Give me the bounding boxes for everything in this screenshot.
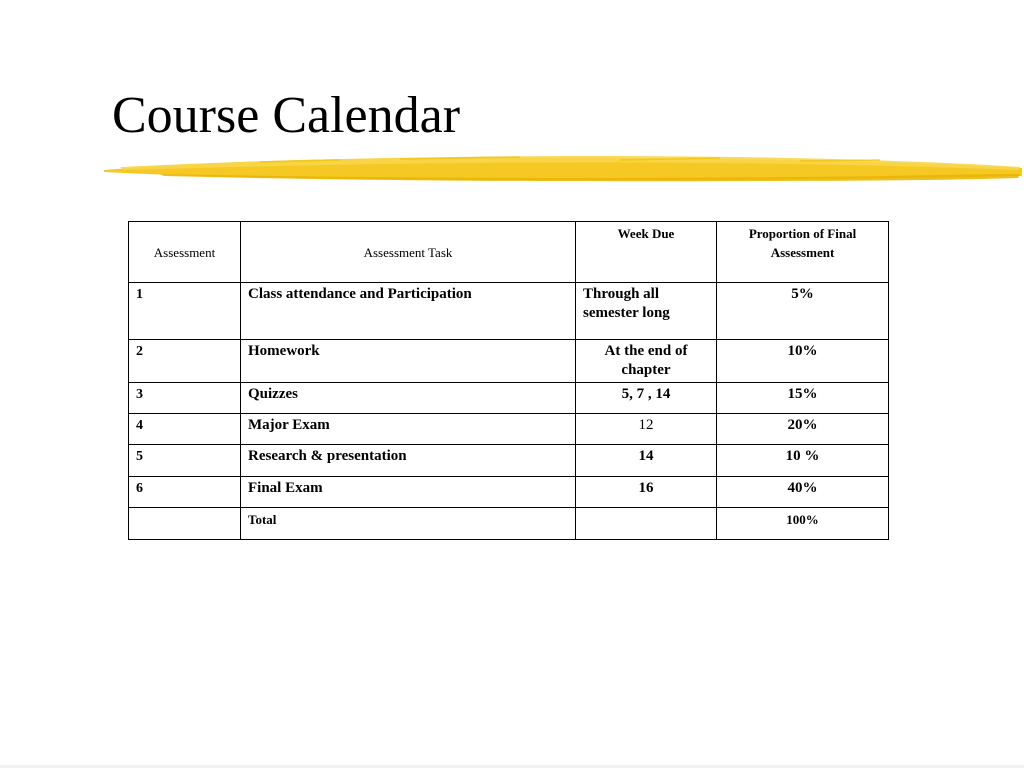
row-proportion: 20% [717,414,889,445]
row-task: Final Exam [241,477,576,508]
row-proportion: 40% [717,477,889,508]
row-proportion: 15% [717,383,889,414]
table-total-row [129,508,889,540]
row-task: Quizzes [241,383,576,414]
table-row [129,383,889,414]
total-label: Total [241,508,576,540]
row-week-due: Through all semester long [576,283,717,340]
total-empty-cell [129,508,241,540]
row-assessment-number: 2 [129,340,241,383]
row-task: Major Exam [241,414,576,445]
table-row [129,283,889,340]
row-week-due: 12 [576,414,717,445]
row-assessment-number: 6 [129,477,241,508]
row-assessment-number: 5 [129,445,241,477]
row-assessment-number: 3 [129,383,241,414]
row-task: Homework [241,340,576,383]
total-proportion: 100% [717,508,889,540]
course-calendar-table [128,221,889,540]
table-row [129,414,889,445]
total-week-empty-cell [576,508,717,540]
row-proportion: 5% [717,283,889,340]
table-row [129,477,889,508]
row-assessment-number: 1 [129,283,241,340]
header-assessment: Assessment [129,222,241,283]
row-assessment-number: 4 [129,414,241,445]
row-task: Class attendance and Participation [241,283,576,340]
row-task: Research & presentation [241,445,576,477]
row-week-due: 5, 7 , 14 [576,383,717,414]
header-proportion: Proportion of Final Assessment [717,222,889,283]
slide-title: Course Calendar [112,87,461,144]
yellow-brush-stroke-decoration [100,148,1024,188]
table-header-row [129,222,889,283]
header-week-due: Week Due [576,222,717,283]
row-proportion: 10% [717,340,889,383]
row-week-due: 16 [576,477,717,508]
header-assessment-task: Assessment Task [241,222,576,283]
row-week-due: 14 [576,445,717,477]
row-proportion: 10 % [717,445,889,477]
table-row [129,445,889,477]
row-week-due: At the end of chapter [576,340,717,383]
table-row [129,340,889,383]
